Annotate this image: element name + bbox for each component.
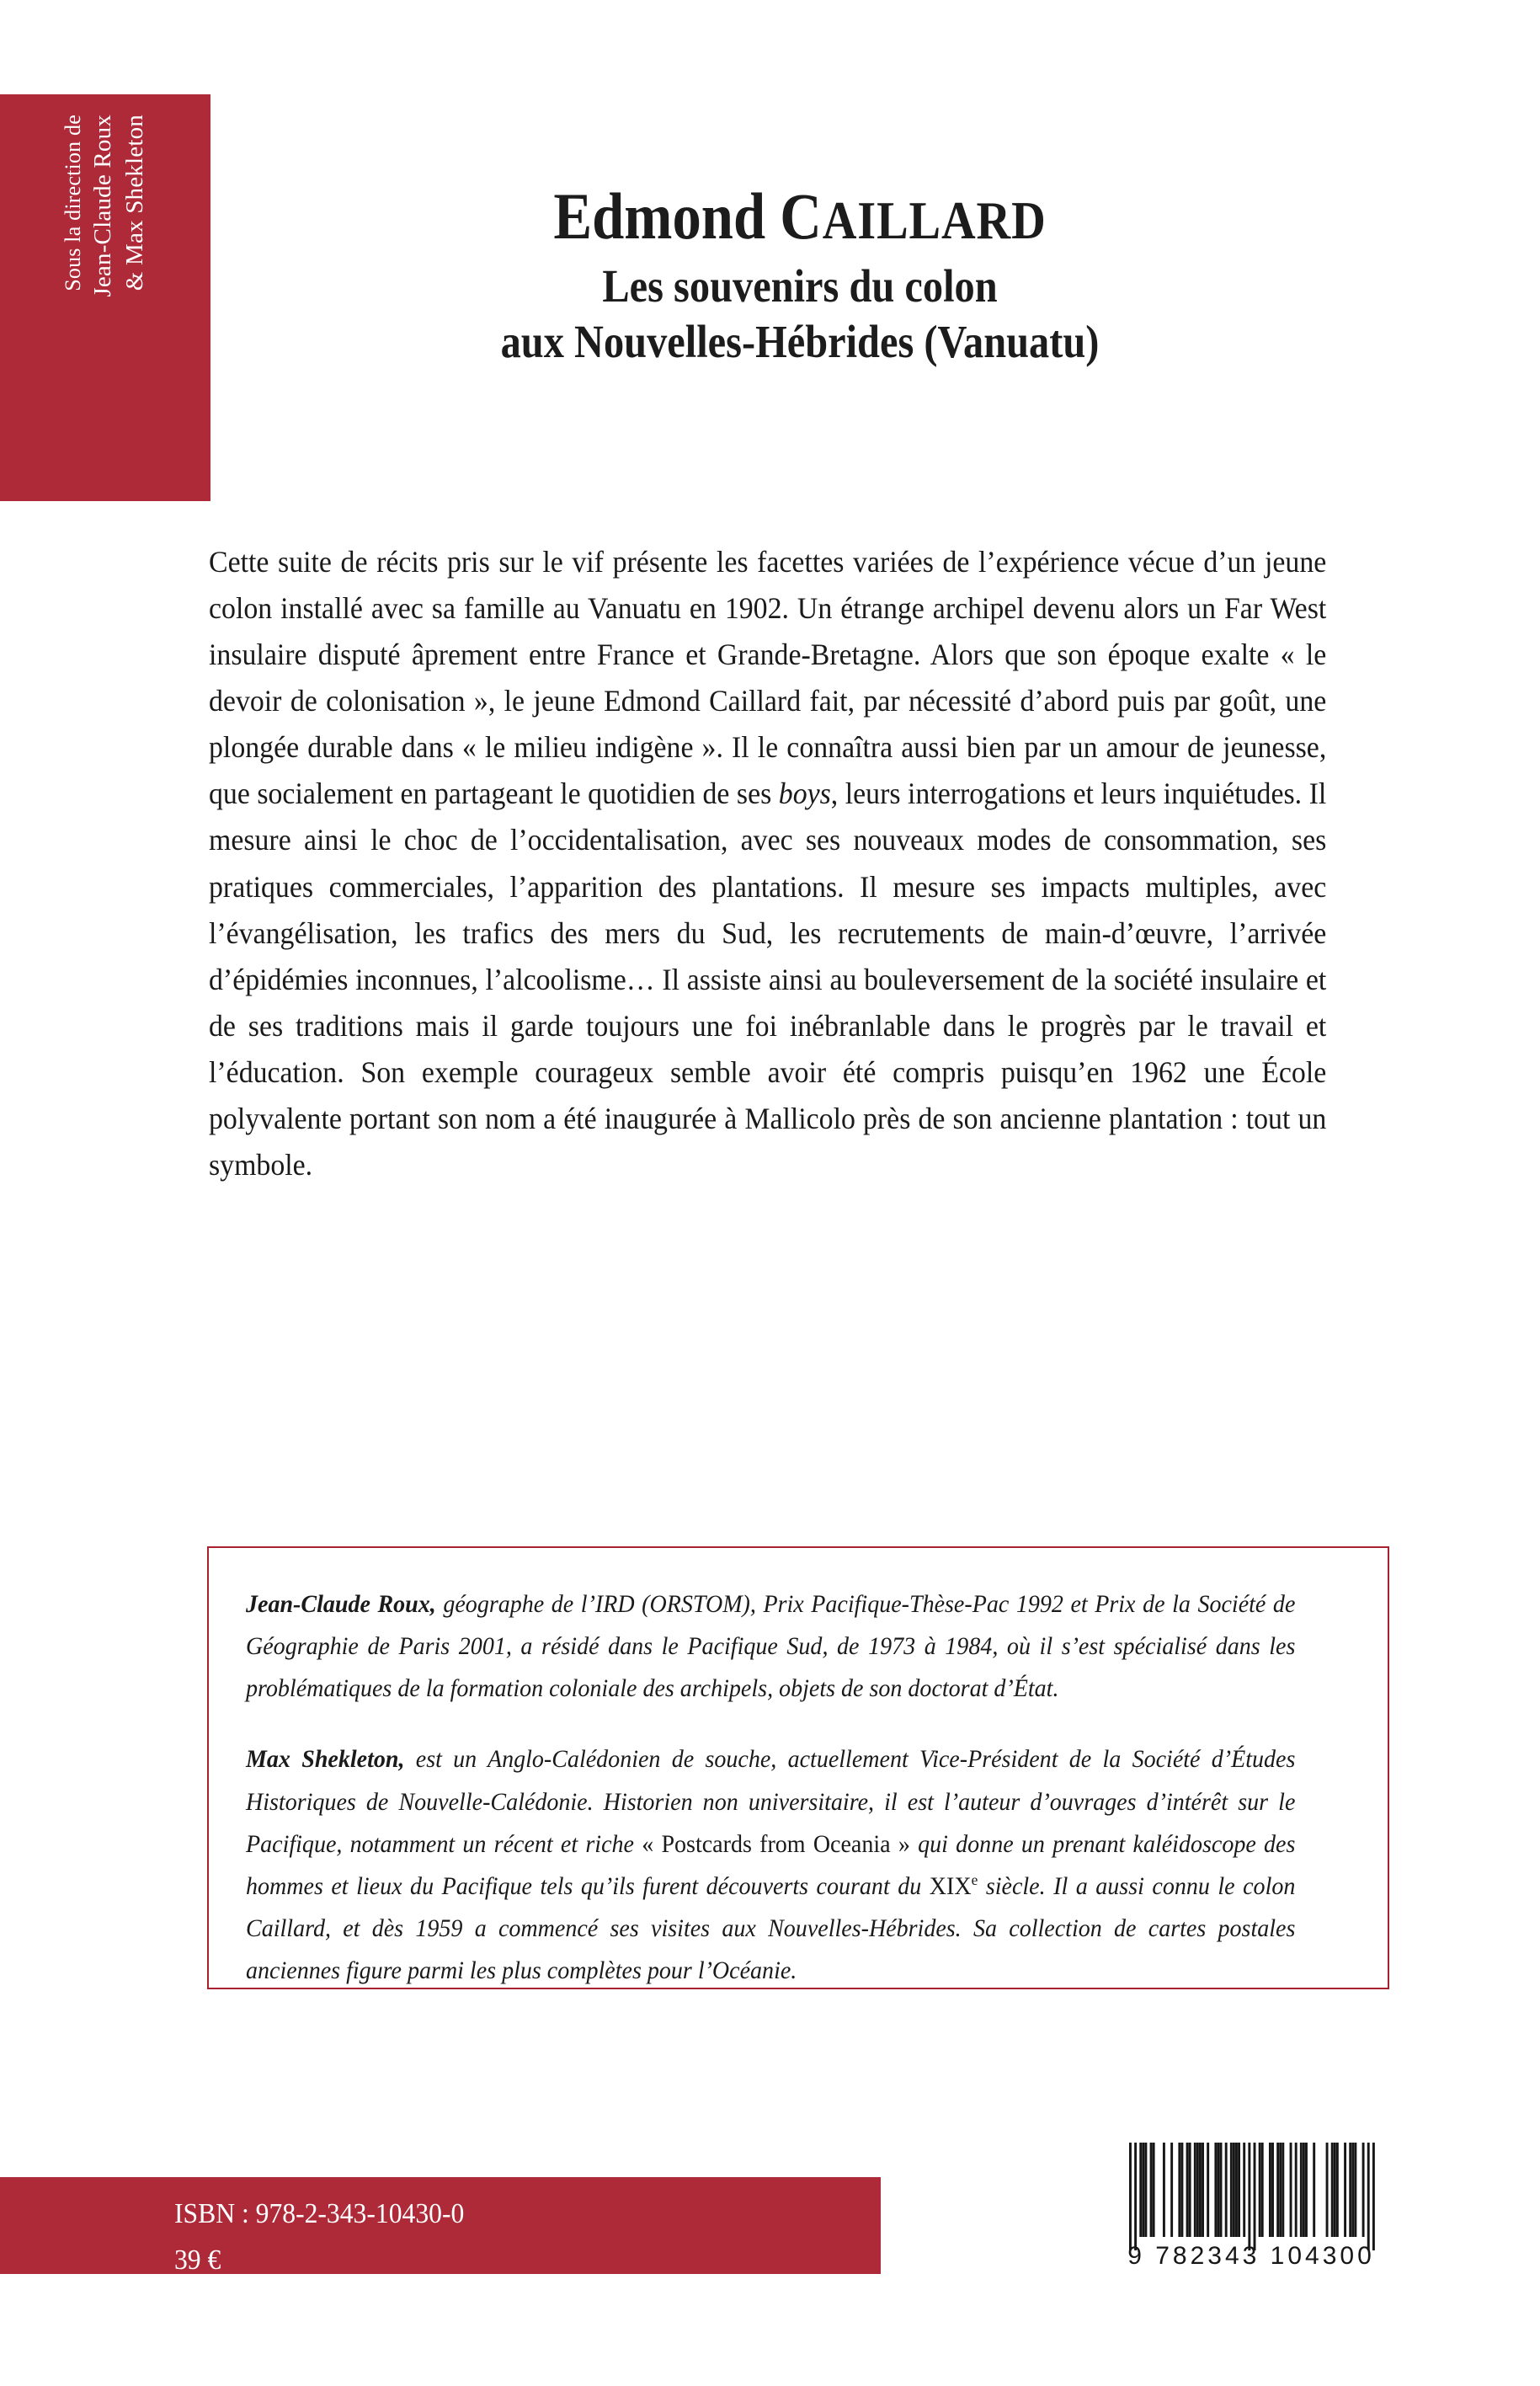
bio-quote-title: « Postcards from Oceania » — [642, 1830, 910, 1858]
book-author-name — [281, 179, 1319, 253]
author-firstname: Edmond — [553, 179, 766, 253]
barcode-digits: 9 782343 104300 — [1127, 2242, 1375, 2270]
book-subtitle-line1: Les souvenirs du colon — [602, 260, 998, 312]
credit-block — [0, 94, 210, 501]
credit-line-editor-roux: Jean-Claude Roux — [89, 115, 117, 297]
bio-text-roux: géographe de l’IRD (ORSTOM), Prix Pacifique-Thèse-Pac 1992 et Prix de la Société de Géographie de Paris 2001, a résidé dans le Pacifique Sud, de 1973 à 1984, où il s’est spécialisé dans les problématiques de la formation coloniale des archipels, objets de son doctorat d’État. — [246, 1591, 1296, 1703]
blurb-part-2: , leurs interrogations et leurs inquiétudes. Il mesure ainsi le choc de l’occidentalisation, avec ses nouveaux modes de consommation, ses pratiques commerciales, l’apparition des plantations. Il mesure ses impacts multiples, avec l’évangélisation, les trafics des mers du Sud, les recrutements de main-d’œuvre, l’arrivée d’épidémies inconnues, l’alcoolisme… Il assiste ainsi au bouleversement de la société insulaire et de ses traditions mais il garde toujours une foi inébranlable dans le progrès par le travail et l’éducation. Son exemple courageux semble avoir été compris puisqu’en 1962 une École polyvalente portant son nom a été inaugurée à Mallicolo près de son ancienne plantation : tout un symbole. — [209, 777, 1327, 1182]
bio-name-shekleton: Max Shekleton, — [246, 1746, 405, 1774]
credit-line-editor-shekleton: & Max Shekleton — [120, 115, 148, 291]
credit-rotated-text — [0, 94, 210, 501]
isbn-number: ISBN : 978-2-343-10430-0 — [174, 2198, 465, 2229]
bio-century-suffix: e — [971, 1871, 978, 1889]
book-subtitle-line2: aux Nouvelles-Hébrides (Vanuatu) — [500, 316, 1100, 368]
bio-century-roman-numeral: XIX — [929, 1872, 972, 1900]
back-cover-blurb — [209, 539, 1326, 1188]
bio-paragraph-shekleton — [246, 1738, 1295, 1992]
title-area — [210, 179, 1389, 370]
author-surname: CAILLARD — [780, 179, 1047, 253]
blurb-part-1: Cette suite de récits pris sur le vif présente les facettes variées de l’expérience vécue d’un jeune colon installé avec sa famille au Vanuatu en 1902. Un étrange archipel devenu alors un Far West insulaire disputé âprement entre France et Grande-Bretagne. Alors que son époque exalte « le devoir de colonisation », le jeune Edmond Caillard fait, par nécessité d’abord puis par goût, une plongée durable dans « le milieu indigène ». Il le connaîtra aussi bien par un amour de jeunesse, que socialement en partageant le quotidien de ses — [209, 545, 1327, 811]
bio-paragraph-roux — [246, 1583, 1295, 1710]
bio-text-shekleton-c: siècle. Il a aussi connu le colon Caillard, et dès 1959 a commencé ses visites aux Nouvelles-Hébrides. Sa collection de cartes postales anciennes figure parmi les plus complètes pour l’Océanie. — [246, 1872, 1296, 1985]
bio-name-roux: Jean-Claude Roux, — [246, 1591, 436, 1618]
bio-text-shekleton-b: qui donne un prenant kaléidoscope des hommes et lieux du Pacifique tels qu’ils furent découverts courant du — [246, 1830, 1296, 1900]
blurb-italic-boys: boys — [778, 777, 831, 811]
barcode-graphic — [1119, 2138, 1385, 2255]
author-bio-box — [207, 1546, 1389, 1989]
price-label: 39 € — [174, 2245, 221, 2277]
isbn-band — [0, 2177, 881, 2277]
credit-line-direction: Sous la direction de — [61, 115, 86, 291]
isbn-text-group — [174, 2191, 464, 2283]
bio-text-shekleton-a: est un Anglo-Calédonien de souche, actuellement Vice-Président de la Société d’Études Historiques de Nouvelle-Calédonie. Historien non universitaire, il est l’auteur d’ouvrages d’intérêt sur le Pacifique, notamment un récent et riche — [246, 1746, 1296, 1858]
